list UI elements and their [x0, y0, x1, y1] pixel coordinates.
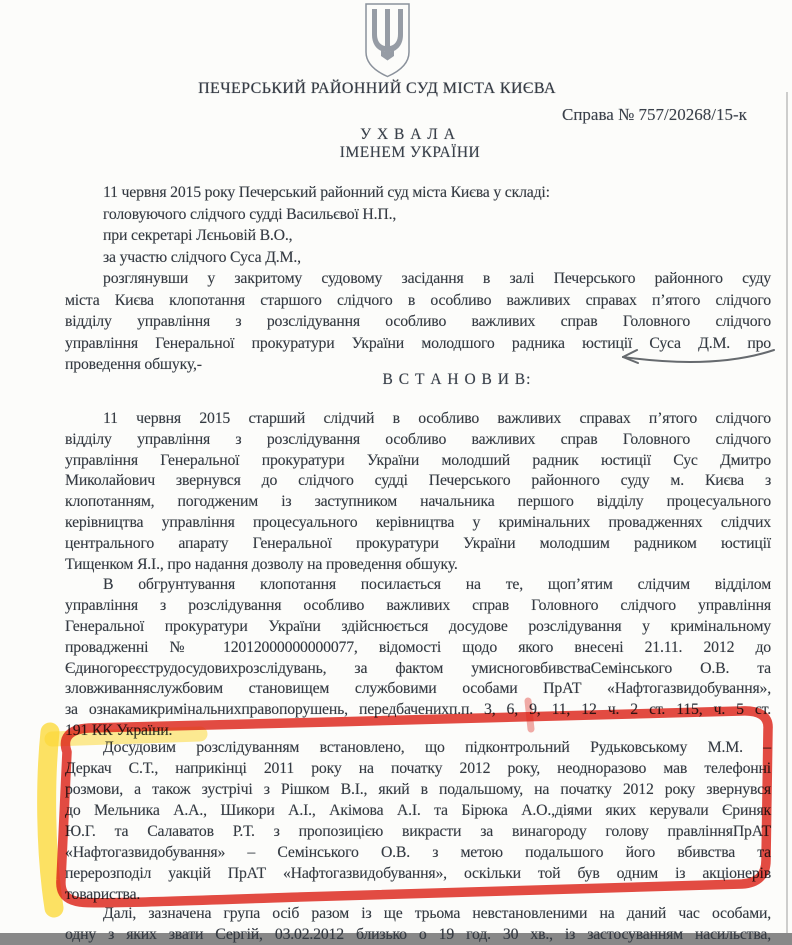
text-line: центрального апарату Генеральної прокуратури України молодшим радником юстиції — [65, 534, 771, 552]
text-line: Ю.Г. та Салаватов Р.Т. з пропозицією викрасти за винагороду голову правлінняПрАТ — [65, 823, 771, 840]
resolution-heading: В С Т А Н О В И В: — [382, 371, 532, 388]
text-line: товариства. — [65, 886, 141, 903]
text-line: розмови, а також зустрічі з Рішком В.І., який в подальшому, на початку 2012 року звернувся — [65, 781, 771, 798]
text-line: «Нафтогазвидобування» – Семінського О.В. з метою подальшого його вбивства та — [65, 844, 771, 861]
decree-subtitle: ІМЕНЕМ УКРАЇНИ — [339, 144, 481, 161]
trident-coat-of-arms-icon — [364, 2, 411, 78]
text-line: управління Генеральної прокуратури України молодшого радника юстиції Суса Д.М. про — [65, 334, 771, 352]
text-line: одну з яких звати Сергій, 03.02.2012 близько о 19 год. 30 хв., із застосуванням насильства, — [65, 926, 771, 943]
text-line: при секретарі Лєньовій В.О., — [103, 227, 293, 244]
decree-title: У Х В А Л А — [360, 126, 456, 143]
text-line: відділу управління з розслідування особливо важливих справ Головного слідчого — [65, 430, 771, 448]
case-number: Справа № 757/20268/15-к — [562, 105, 747, 124]
text-line: 191 КК України. — [65, 721, 173, 739]
established-paragraph — [65, 409, 771, 742]
text-line: за участю слідчого Суса Д.М., — [103, 248, 301, 266]
text-line: Деркач С.Т., наприкінці 2011 року на початку 2012 року, неодноразово мав телефонні — [65, 760, 771, 777]
text-line: перерозподіл уакцій ПрАТ «Нафтогазвидобування», оскільки той був одним із акціонерів — [65, 865, 771, 882]
text-line: проведення обшуку,- — [65, 356, 202, 373]
text-line: 11 червня 2015 року Печерський районний суд міста Києва у складі: — [103, 184, 550, 201]
text-line: провадженні № 12012000000000077, відомості щодо якого внесені 21.11. 2012 до — [65, 638, 771, 656]
court-name: ПЕЧЕРСЬКИЙ РАЙОННИЙ СУД МІСТА КИЄВА — [198, 80, 556, 97]
text-line: до Мельника А.А., Шикори А.І., Акімова А.І. та Бірюка А.О.,діями яких керували Єриняк — [65, 802, 771, 819]
text-line: Тищенком Я.І., про надання дозволу на проведення обшуку. — [65, 555, 458, 573]
text-line: відділу управління з розслідування особливо важливих справ Головного слідчого — [65, 313, 771, 330]
text-line: Єдиногореєструдосудовихрозслідувань, за фактом умисноговбивстваСемінського О.В. та — [65, 659, 771, 677]
text-line: Миколайович звернувся до слідчого судді Печерського районного суду м. Києва з — [65, 472, 771, 490]
text-line: Генеральної прокуратури України здійснюється досудове розслідування у кримінальному — [65, 617, 771, 635]
text-line: управління з розслідування особливо важливих справ Головного слідчого управління — [65, 597, 771, 615]
text-line: зловживанняслужбовим становищем службовими особами ПрАТ «Нафтогазвидобування», — [65, 680, 771, 698]
text-line: Досудовим розслідуванням встановлено, що підконтрольний Рудьковському М.М. – — [103, 739, 771, 756]
text-line: Далі, зазначена група осіб разом із ще трьома невстановленими на даний час особами, — [103, 905, 771, 922]
text-line: керівництва управління процесуального керівництва у кримінальних провадженнях слідчих — [65, 513, 771, 531]
highlighted-paragraph — [65, 737, 771, 905]
closing-paragraph — [65, 903, 771, 945]
text-line: міста Києва клопотання старшого слідчого в особливо важливих справах п’ятого слідчого — [65, 291, 771, 309]
intro-paragraph — [65, 182, 771, 376]
text-line: В обгрунтування клопотання посилається на те, щоп’ятим слідчим відділом — [103, 576, 771, 594]
text-line: 11 червня 2015 старший слідчий в особливо важливих справах п’ятого слідчого — [103, 410, 771, 427]
text-line: головуючого слідчого судді Васильєвої Н.П., — [103, 205, 397, 223]
text-line: управління Генеральної прокуратури України молодший радник юстиції Сус Дмитро — [65, 451, 771, 469]
text-line: розглянувши у закритому судовому засідання в залі Печерського районного суду — [103, 270, 771, 287]
scan-page-edge-artifact — [786, 92, 788, 933]
text-line: за ознакамикримінальнихправопорушень, передбаченихп.п. 3, 6, 9, 11, 12 ч. 2 ст. 115, ч. 5 ст. — [65, 701, 771, 719]
text-line: клопотанням, погодженим із заступником начальника першого відділу процесуального — [65, 493, 771, 511]
